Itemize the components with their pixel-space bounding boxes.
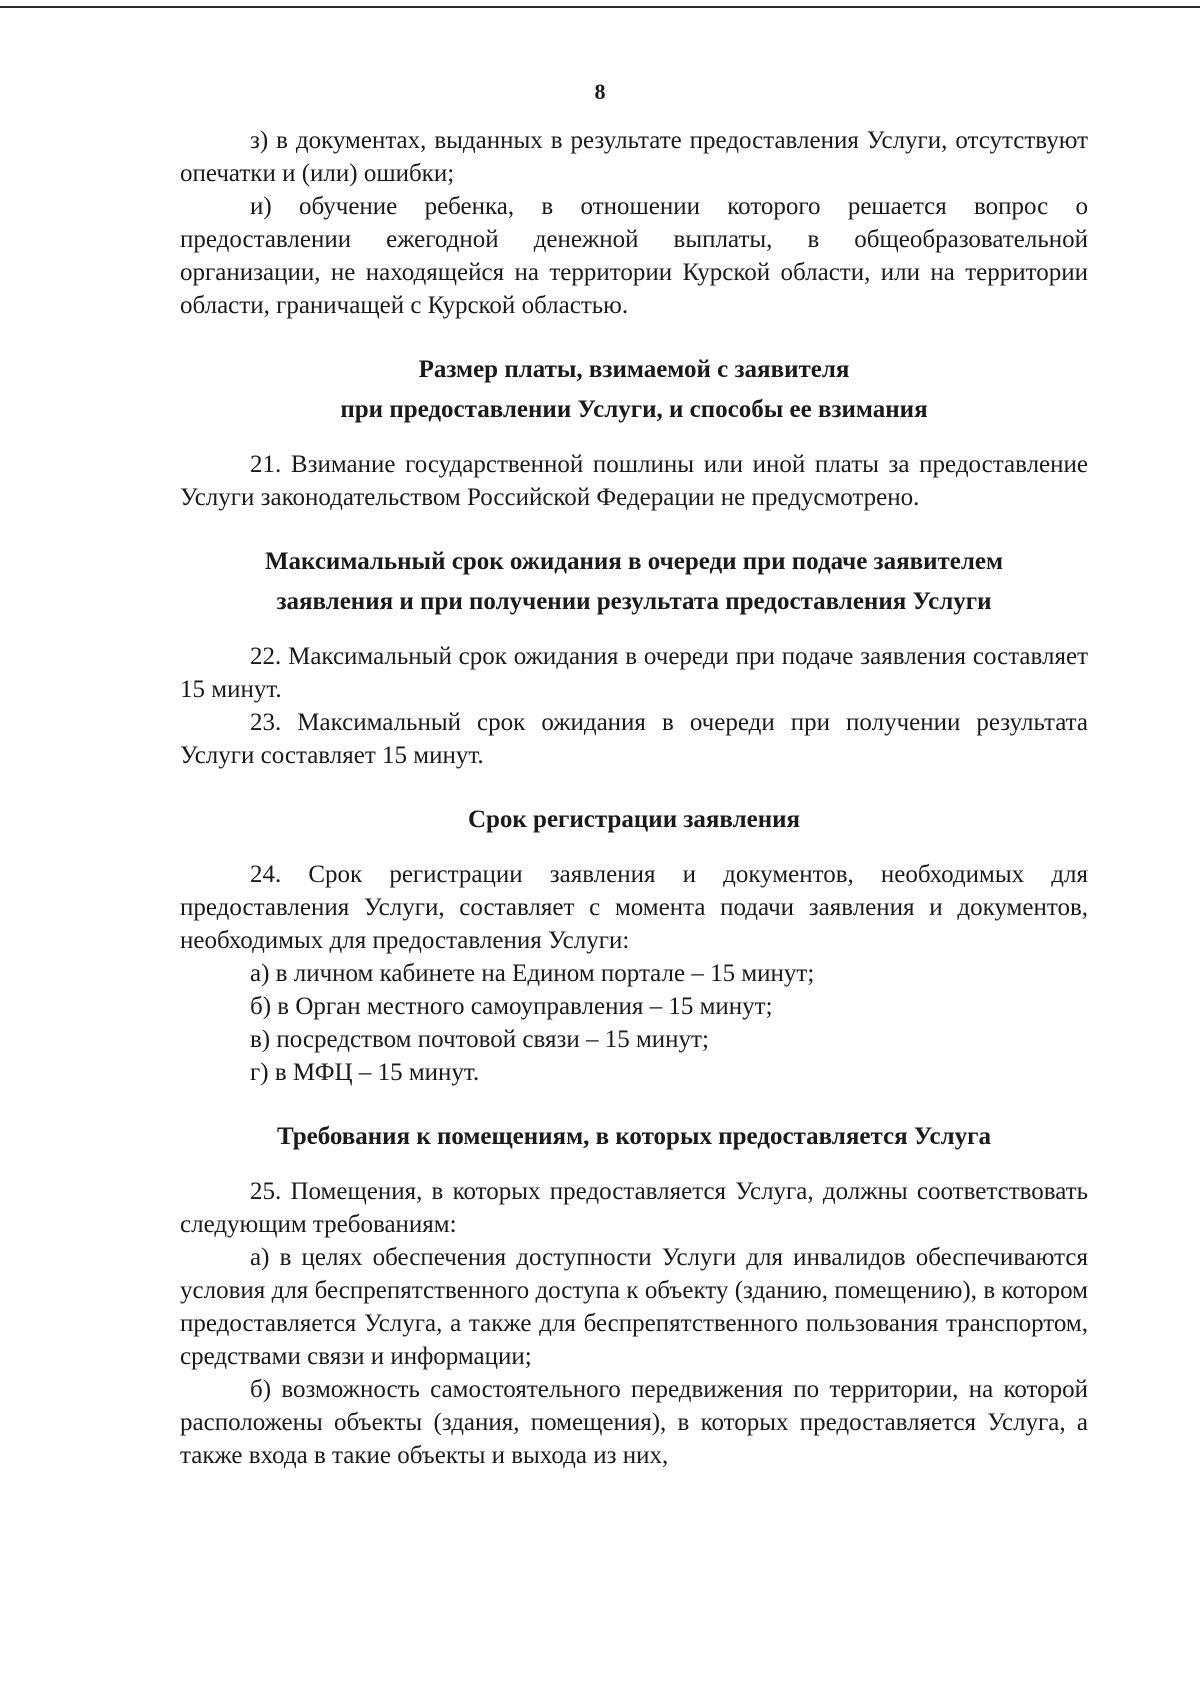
- document-body: [180, 124, 1088, 1472]
- paragraph-25: 25. Помещения, в которых предоставляется Услуга, должны соответствовать следующим требованиям:: [180, 1178, 1088, 1238]
- list-item-a: а) в личном кабинете на Едином портале – 15 минут;: [250, 960, 815, 987]
- paragraph-23: 23. Максимальный срок ожидания в очереди при получении результата Услуги составляет 15 минут.: [180, 709, 1088, 769]
- paragraph-25a: а) в целях обеспечения доступности Услуги для инвалидов обеспечиваются условия для беспрепятственного доступа к объекту (зданию, помещению), в котором предоставляется Услуга, а также для беспрепятственного пользования транспортом, средствами связи и информации;: [180, 1244, 1088, 1370]
- heading-line: заявления и при получении результата предоставления Услуги: [276, 588, 992, 615]
- heading-line: при предоставлении Услуги, и способы ее взимания: [340, 396, 928, 423]
- paragraph-z: з) в документах, выданных в результате предоставления Услуги, отсутствуют опечатки и (или) ошибки;: [180, 127, 1088, 187]
- paragraph-24: 24. Срок регистрации заявления и документов, необходимых для предоставления Услуги, составляет с момента подачи заявления и документов, необходимых для предоставления Услуги:: [180, 861, 1088, 954]
- paragraph-22: 22. Максимальный срок ожидания в очереди при подаче заявления составляет 15 минут.: [180, 643, 1088, 703]
- paragraph-i: и) обучение ребенка, в отношении которого решается вопрос о предоставлении ежегодной денежной выплаты, в общеобразовательной организации, не находящейся на территории Курской области, или на территории области, граничащей с Курской областью.: [180, 193, 1088, 319]
- list-item-b: б) в Орган местного самоуправления – 15 минут;: [250, 993, 773, 1020]
- section-heading-premises: [180, 1117, 1088, 1157]
- heading-line: Размер платы, взимаемой с заявителя: [418, 356, 850, 383]
- list-item-g: г) в МФЦ – 15 минут.: [250, 1059, 480, 1086]
- heading-line: Срок регистрации заявления: [467, 806, 801, 833]
- section-heading-queue: [180, 542, 1088, 622]
- top-scan-border: [0, 6, 1200, 8]
- page-number: 8: [594, 79, 606, 104]
- heading-line: Требования к помещениям, в которых предоставляется Услуга: [276, 1123, 992, 1150]
- paragraph-21: 21. Взимание государственной пошлины или иной платы за предоставление Услуги законодательством Российской Федерации не предусмотрено.: [180, 451, 1088, 511]
- list-item-v: в) посредством почтовой связи – 15 минут;: [250, 1026, 709, 1053]
- section-heading-fee: [180, 350, 1088, 430]
- paragraph-25b: б) возможность самостоятельного передвижения по территории, на которой расположены объекты (здания, помещения), в которых предоставляется Услуга, а также входа в такие объекты и выхода из них,: [180, 1376, 1088, 1469]
- section-heading-registration: [180, 800, 1088, 840]
- heading-line: Максимальный срок ожидания в очереди при подаче заявителем: [264, 548, 1004, 575]
